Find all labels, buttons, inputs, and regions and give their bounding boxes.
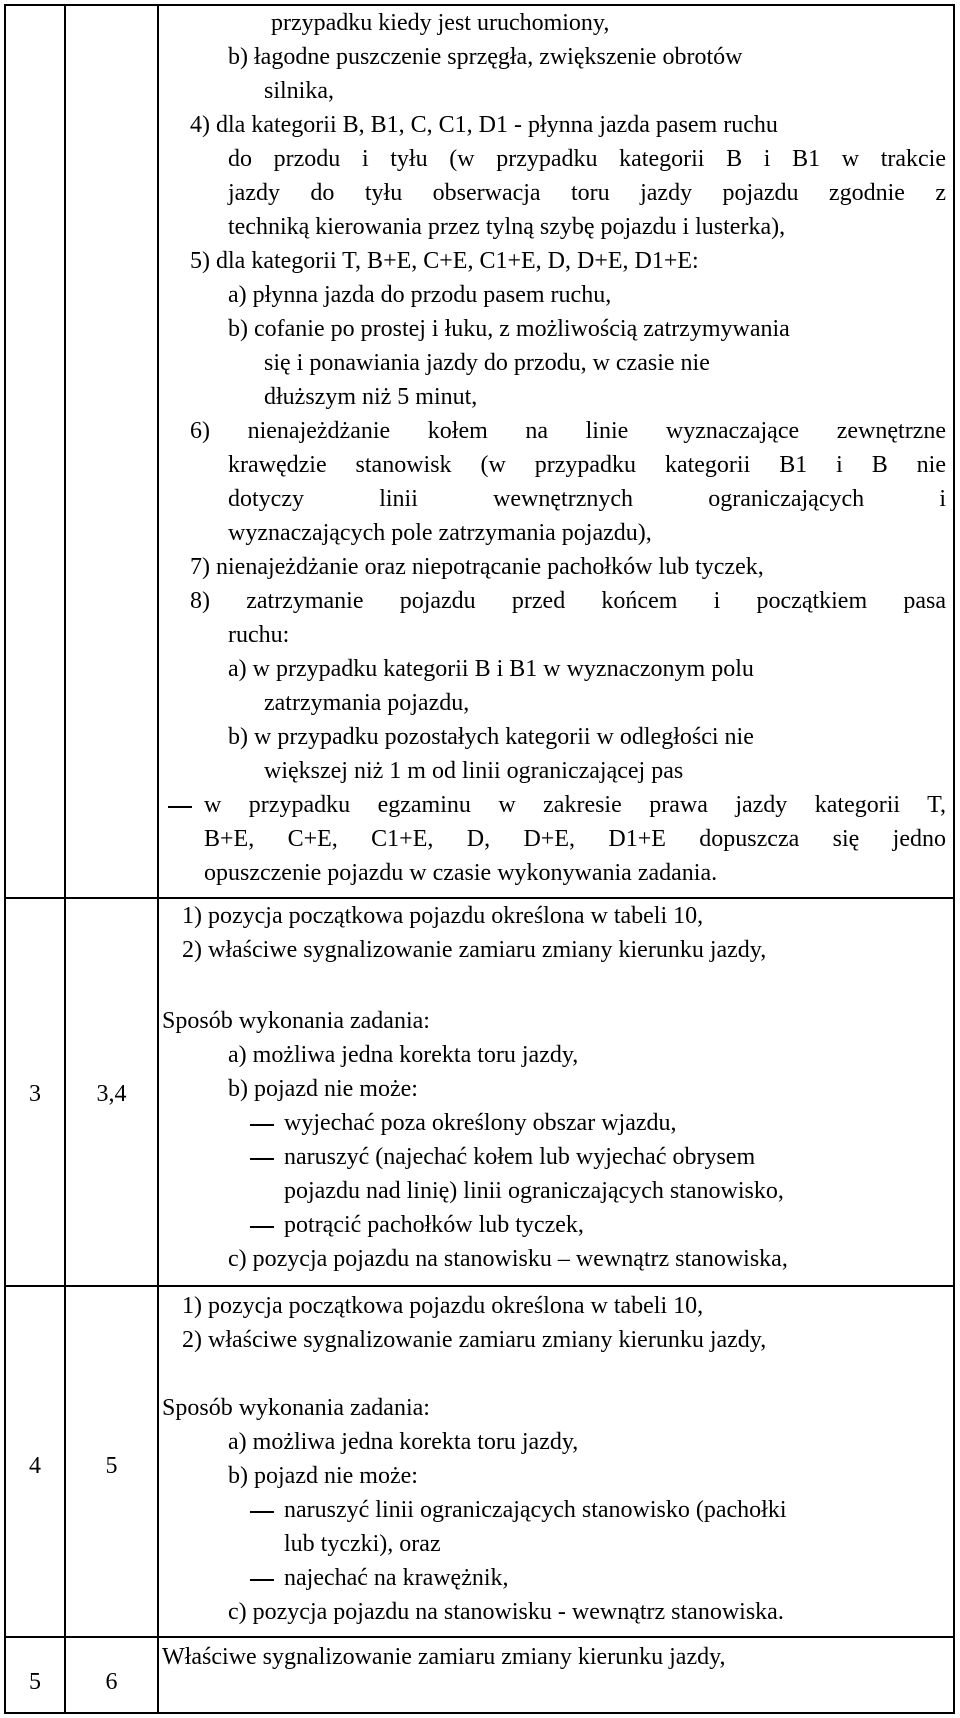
- text-line: pojazdu nad linię) linii ograniczających stanowisko,: [284, 1178, 784, 1204]
- row-lp: 4: [29, 1453, 41, 1479]
- text-line: a) płynna jazda do przodu pasem ruchu,: [228, 282, 612, 308]
- row-lp: 3: [29, 1081, 41, 1107]
- text-line: Sposób wykonania zadania:: [162, 1008, 430, 1034]
- text-line: b) w przypadku pozostałych kategorii w odległości nie: [228, 724, 754, 750]
- text-line: lub tyczki), oraz: [284, 1531, 441, 1557]
- text-line: techniką kierowania przez tylną szybę pojazdu i lusterka),: [228, 214, 786, 240]
- text-line: jazdy do tyłu obserwacja toru jazdy pojazdu zgodnie z: [228, 180, 946, 206]
- row-number: 5: [105, 1453, 118, 1479]
- text-line: zatrzymania pojazdu,: [264, 690, 470, 716]
- text-line: najechać na krawężnik,: [284, 1565, 509, 1591]
- text-line: b) pojazd nie może:: [228, 1076, 418, 1102]
- text-line: B+E, C+E, C1+E, D, D+E, D1+E dopuszcza się jedno: [204, 826, 946, 852]
- row-number: 3,4: [96, 1081, 127, 1107]
- text-line: krawędzie stanowisk (w przypadku kategorii B1 i B nie: [228, 452, 946, 478]
- text-line: 2) właściwe sygnalizowanie zamiaru zmiany kierunku jazdy,: [182, 937, 767, 963]
- dash-bullet: [250, 1226, 274, 1228]
- dash-bullet: [250, 1124, 274, 1126]
- text-line: potrącić pachołków lub tyczek,: [284, 1212, 584, 1238]
- text-line: b) łagodne puszczenie sprzęgła, zwiększenie obrotów: [228, 44, 743, 70]
- dash-bullet: [250, 1579, 274, 1581]
- dash-bullet: [250, 1158, 274, 1160]
- text-line: przypadku kiedy jest uruchomiony,: [271, 10, 610, 36]
- text-line: 7) nienajeżdżanie oraz niepotrącanie pachołków lub tyczek,: [190, 554, 764, 580]
- text-line: do przodu i tyłu (w przypadku kategorii B i B1 w trakcie: [228, 146, 946, 172]
- row-divider-3-4: [4, 1285, 955, 1287]
- text-line: się i ponawiania jazdy do przodu, w czasie nie: [264, 350, 710, 376]
- text-line: wyjechać poza określony obszar wjazdu,: [284, 1110, 677, 1136]
- text-line: 5) dla kategorii T, B+E, C+E, C1+E, D, D+E, D1+E:: [190, 248, 699, 274]
- text-line: a) możliwa jedna korekta toru jazdy,: [228, 1429, 579, 1455]
- text-line: opuszczenie pojazdu w czasie wykonywania zadania.: [204, 860, 718, 886]
- row-divider-bottom: [4, 1712, 955, 1714]
- text-line: 1) pozycja początkowa pojazdu określona w tabeli 10,: [182, 1293, 704, 1319]
- dash-bullet: [168, 806, 192, 808]
- row-divider-4-5: [4, 1636, 955, 1638]
- text-line: wyznaczających pole zatrzymania pojazdu),: [228, 520, 652, 546]
- row-lp: 5: [29, 1669, 41, 1695]
- text-line: a) możliwa jedna korekta toru jazdy,: [228, 1042, 579, 1068]
- text-line: dotyczy linii wewnętrznych ograniczających i: [228, 486, 946, 512]
- text-line: Sposób wykonania zadania:: [162, 1395, 430, 1421]
- row-number: 6: [105, 1669, 118, 1695]
- table-border-right: [953, 4, 955, 1714]
- text-line: 2) właściwe sygnalizowanie zamiaru zmiany kierunku jazdy,: [182, 1327, 767, 1353]
- text-line: c) pozycja pojazdu na stanowisku – wewnątrz stanowiska,: [228, 1246, 788, 1272]
- text-line: dłuższym niż 5 minut,: [264, 384, 478, 410]
- text-line: naruszyć (najechać kołem lub wyjechać obrysem: [284, 1144, 756, 1170]
- text-line: 4) dla kategorii B, B1, C, C1, D1 - płynna jazda pasem ruchu: [190, 112, 778, 138]
- text-line: 6) nienajeżdżanie kołem na linie wyznaczające zewnętrzne: [190, 418, 946, 444]
- text-line: b) cofanie po prostej i łuku, z możliwością zatrzymywania: [228, 316, 790, 342]
- text-line: naruszyć linii ograniczających stanowisko (pachołki: [284, 1497, 787, 1523]
- text-line: 1) pozycja początkowa pojazdu określona w tabeli 10,: [182, 903, 704, 929]
- text-line: większej niż 1 m od linii ograniczającej pas: [264, 758, 684, 784]
- text-line: ruchu:: [228, 622, 290, 648]
- text-line: silnika,: [264, 78, 334, 104]
- text-line: c) pozycja pojazdu na stanowisku - wewnątrz stanowiska.: [228, 1599, 784, 1625]
- text-line: Właściwe sygnalizowanie zamiaru zmiany kierunku jazdy,: [162, 1644, 726, 1670]
- column-divider-2: [157, 4, 159, 1714]
- text-line: a) w przypadku kategorii B i B1 w wyznaczonym polu: [228, 656, 754, 682]
- dash-bullet: [250, 1511, 274, 1513]
- text-line: b) pojazd nie może:: [228, 1463, 418, 1489]
- text-line: 8) zatrzymanie pojazdu przed końcem i początkiem pasa: [190, 588, 946, 614]
- text-line: w przypadku egzaminu w zakresie prawa jazdy kategorii T,: [204, 792, 946, 818]
